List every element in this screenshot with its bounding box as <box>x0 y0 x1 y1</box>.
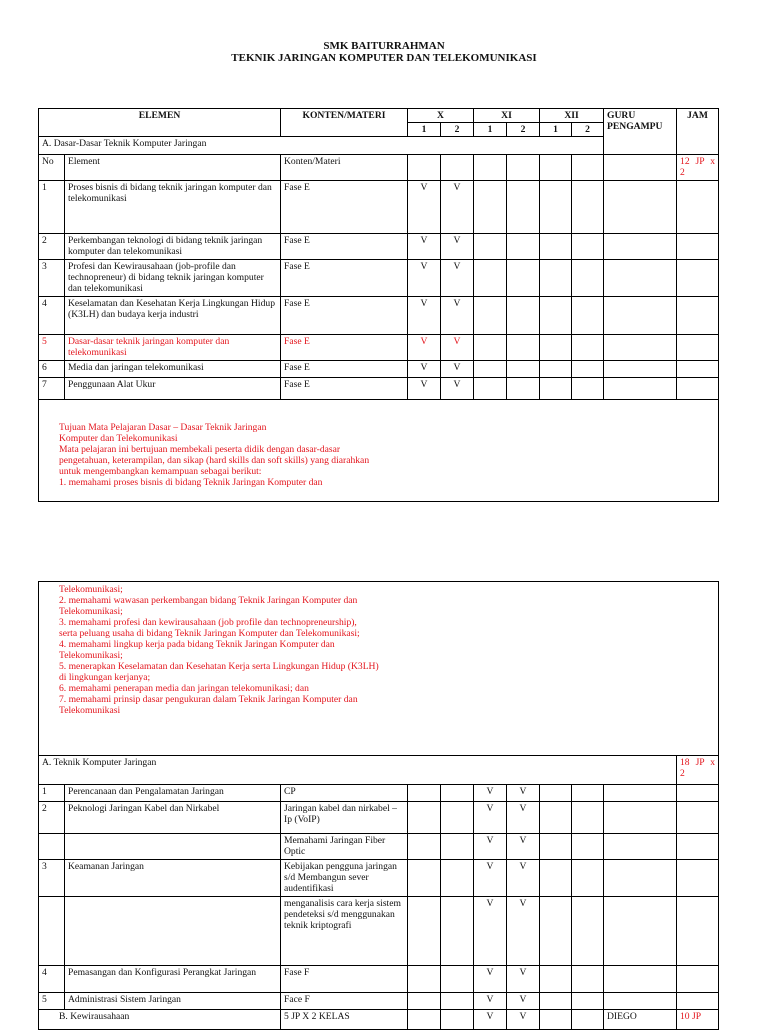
tujuan-line: Komputer dan Telekomunikasi <box>59 433 178 444</box>
row-no <box>39 897 65 966</box>
row-konten: Fase E <box>281 181 408 234</box>
school-title: SMK BAITURRAHMAN <box>323 40 445 52</box>
sem-xii1: 1 <box>540 123 572 137</box>
sem-xi2: 2 <box>507 123 540 137</box>
row-element: Administrasi Sistem Jaringan <box>65 993 281 1010</box>
sem-x2: 2 <box>441 123 474 137</box>
tujuan-line: Mata pelajaran ini bertujuan membekali peserta didik dengan dasar-dasar <box>59 444 341 455</box>
col-konten-materi: Konten/Materi <box>281 155 408 181</box>
tujuan-line: Telekomunikasi <box>59 705 121 716</box>
row-element: Perkembangan teknologi di bidang teknik jaringan komputer dan telekomunikasi <box>65 234 281 260</box>
sem-xi1: 1 <box>474 123 507 137</box>
check-mark: V <box>408 378 441 400</box>
row-no: 1 <box>39 181 65 234</box>
col-jam: JAM <box>677 109 719 155</box>
check-mark: V <box>441 181 474 234</box>
check-mark: V <box>474 897 507 966</box>
tujuan-line: 3. memahami profesi dan kewirausahaan (job profile dan technopreneurship), <box>59 617 357 628</box>
check-mark: V <box>474 785 507 802</box>
row-element: Keamanan Jaringan <box>65 860 281 897</box>
row-no: 7 <box>39 378 65 400</box>
jam-value: 10 JP <box>677 1010 719 1030</box>
table-row <box>39 897 719 966</box>
row-no: 1 <box>39 785 65 802</box>
col-x: X <box>408 109 474 123</box>
check-mark: V <box>507 897 540 966</box>
row-element: Peknologi Jaringan Kabel dan Nirkabel <box>65 802 281 834</box>
tujuan-line: 1. memahami proses bisnis di bidang Teknik Jaringan Komputer dan <box>59 477 323 488</box>
check-mark: V <box>474 802 507 834</box>
tujuan-line: Telekomunikasi; <box>59 584 123 595</box>
sem-x1: 1 <box>408 123 441 137</box>
row-konten: Fase E <box>281 335 408 361</box>
tujuan-line: Tujuan Mata Pelajaran Dasar – Dasar Teknik Jaringan <box>59 422 267 433</box>
row-element: Penggunaan Alat Ukur <box>65 378 281 400</box>
table-row <box>39 361 719 378</box>
row-element: Media dan jaringan telekomunikasi <box>65 361 281 378</box>
check-mark: V <box>474 966 507 993</box>
check-mark: V <box>441 361 474 378</box>
table-row <box>39 860 719 897</box>
check-mark: V <box>441 335 474 361</box>
tujuan-line: di lingkungan kerjanya; <box>59 672 151 683</box>
tujuan-line: 6. memahami penerapan media dan jaringan telekomunikasi; dan <box>59 683 309 694</box>
check-mark: V <box>408 234 441 260</box>
tujuan-line: 2. memahami wawasan perkembangan bidang Teknik Jaringan Komputer dan <box>59 595 358 606</box>
table-row <box>39 802 719 834</box>
table-row <box>39 966 719 993</box>
check-mark: V <box>474 1010 507 1030</box>
row-no: 3 <box>39 860 65 897</box>
row-konten: Memahami Jaringan Fiber Optic <box>281 834 408 860</box>
row-konten: menganalisis cara kerja sistem pendeteksi s/d menggunakan teknik kriptografi <box>281 897 408 966</box>
check-mark: V <box>507 802 540 834</box>
tujuan-line: Telekomunikasi; <box>59 650 123 661</box>
table-row <box>39 297 719 335</box>
row-element: Dasar-dasar teknik jaringan komputer dan telekomunikasi <box>65 335 281 361</box>
row-element: Pemasangan dan Konfigurasi Perangkat Jaringan <box>65 966 281 993</box>
check-mark: V <box>507 834 540 860</box>
section-title: A. Teknik Komputer Jaringan <box>39 756 677 785</box>
row-konten: CP <box>281 785 408 802</box>
col-no: No <box>39 155 65 181</box>
check-mark: V <box>441 297 474 335</box>
tujuan-line: untuk mengembangkan kemampuan sebagai berikut: <box>59 466 262 477</box>
check-mark: V <box>507 785 540 802</box>
tujuan-line: pengetahuan, keterampilan, dan sikap (hard skills dan soft skills) yang diarahkan <box>59 455 370 466</box>
row-no: 4 <box>39 297 65 335</box>
tujuan-line: 7. memahami prinsip dasar pengukuran dalam Teknik Jaringan Komputer dan <box>59 694 358 705</box>
row-konten: Kebijakan pengguna jaringan s/d Membangun sever audentifikasi <box>281 860 408 897</box>
tujuan-line: Telekomunikasi; <box>59 606 123 617</box>
section-title: B. Kewirausahaan <box>39 1010 281 1030</box>
col-xi: XI <box>474 109 540 123</box>
check-mark: V <box>441 234 474 260</box>
col-xii: XII <box>540 109 604 123</box>
sem-xii2: 2 <box>572 123 604 137</box>
guru-name: DIEGO <box>604 1010 677 1030</box>
row-element: Keselamatan dan Kesehatan Kerja Lingkungan Hidup (K3LH) dan budaya kerja industri <box>65 297 281 335</box>
table-row <box>39 993 719 1010</box>
check-mark: V <box>507 860 540 897</box>
row-element <box>65 897 281 966</box>
check-mark: V <box>507 993 540 1010</box>
row-konten: Fase F <box>281 966 408 993</box>
table-row <box>39 785 719 802</box>
check-mark: V <box>408 260 441 297</box>
check-mark: V <box>474 860 507 897</box>
row-konten: Fase E <box>281 361 408 378</box>
row-no: 6 <box>39 361 65 378</box>
check-mark: V <box>474 993 507 1010</box>
jam-value: 12 JP x 2 <box>677 155 719 181</box>
table-row <box>39 260 719 297</box>
tujuan-line: serta peluang usaha di bidang Teknik Jaringan Komputer dan Telekomunikasi; <box>59 628 360 639</box>
row-konten: Jaringan kabel dan nirkabel – Ip (VoIP) <box>281 802 408 834</box>
section-title: A. Dasar-Dasar Teknik Komputer Jaringan <box>39 137 604 155</box>
curriculum-table-2 <box>38 581 719 1030</box>
table-row <box>39 378 719 400</box>
col-element: Element <box>65 155 281 181</box>
tujuan-line: 5. menerapkan Keselamatan dan Kesehatan Kerja serta Lingkungan Hidup (K3LH) <box>59 661 379 672</box>
row-no: 4 <box>39 966 65 993</box>
row-element: Proses bisnis di bidang teknik jaringan komputer dan telekomunikasi <box>65 181 281 234</box>
col-konten: KONTEN/MATERI <box>281 109 408 137</box>
col-elemen: ELEMEN <box>39 109 281 137</box>
row-konten: 5 JP X 2 KELAS <box>281 1010 408 1030</box>
row-no <box>39 834 65 860</box>
row-konten: Fase E <box>281 260 408 297</box>
row-konten: Fase E <box>281 297 408 335</box>
check-mark: V <box>408 335 441 361</box>
tujuan-continued <box>39 582 719 756</box>
row-konten: Fase E <box>281 378 408 400</box>
check-mark: V <box>507 1010 540 1030</box>
tujuan-text <box>39 400 719 502</box>
table-row <box>39 234 719 260</box>
curriculum-table-1 <box>38 108 719 502</box>
jam-value: 18 JP x 2 <box>677 756 719 785</box>
check-mark: V <box>408 297 441 335</box>
table-row <box>39 834 719 860</box>
check-mark: V <box>408 361 441 378</box>
row-element <box>65 834 281 860</box>
row-no: 2 <box>39 802 65 834</box>
row-element: Profesi dan Kewirausahaan (job-profile dan technopreneur) di bidang teknik jaringan komputer dan telekomunikasi <box>65 260 281 297</box>
tujuan-line: 4. memahami lingkup kerja pada bidang Teknik Jaringan Komputer dan <box>59 639 335 650</box>
check-mark: V <box>441 260 474 297</box>
table-row <box>39 181 719 234</box>
check-mark: V <box>408 181 441 234</box>
check-mark: V <box>474 834 507 860</box>
row-no: 3 <box>39 260 65 297</box>
row-no: 2 <box>39 234 65 260</box>
program-title: TEKNIK JARINGAN KOMPUTER DAN TELEKOMUNIKASI <box>231 52 537 64</box>
row-element: Perencanaan dan Pengalamatan Jaringan <box>65 785 281 802</box>
table-row <box>39 335 719 361</box>
row-no: 5 <box>39 335 65 361</box>
row-no: 5 <box>39 993 65 1010</box>
check-mark: V <box>441 378 474 400</box>
row-konten: Fase E <box>281 234 408 260</box>
table-row <box>39 1010 719 1030</box>
row-konten: Face F <box>281 993 408 1010</box>
check-mark: V <box>507 966 540 993</box>
col-guru: GURU PENGAMPU <box>604 109 677 155</box>
